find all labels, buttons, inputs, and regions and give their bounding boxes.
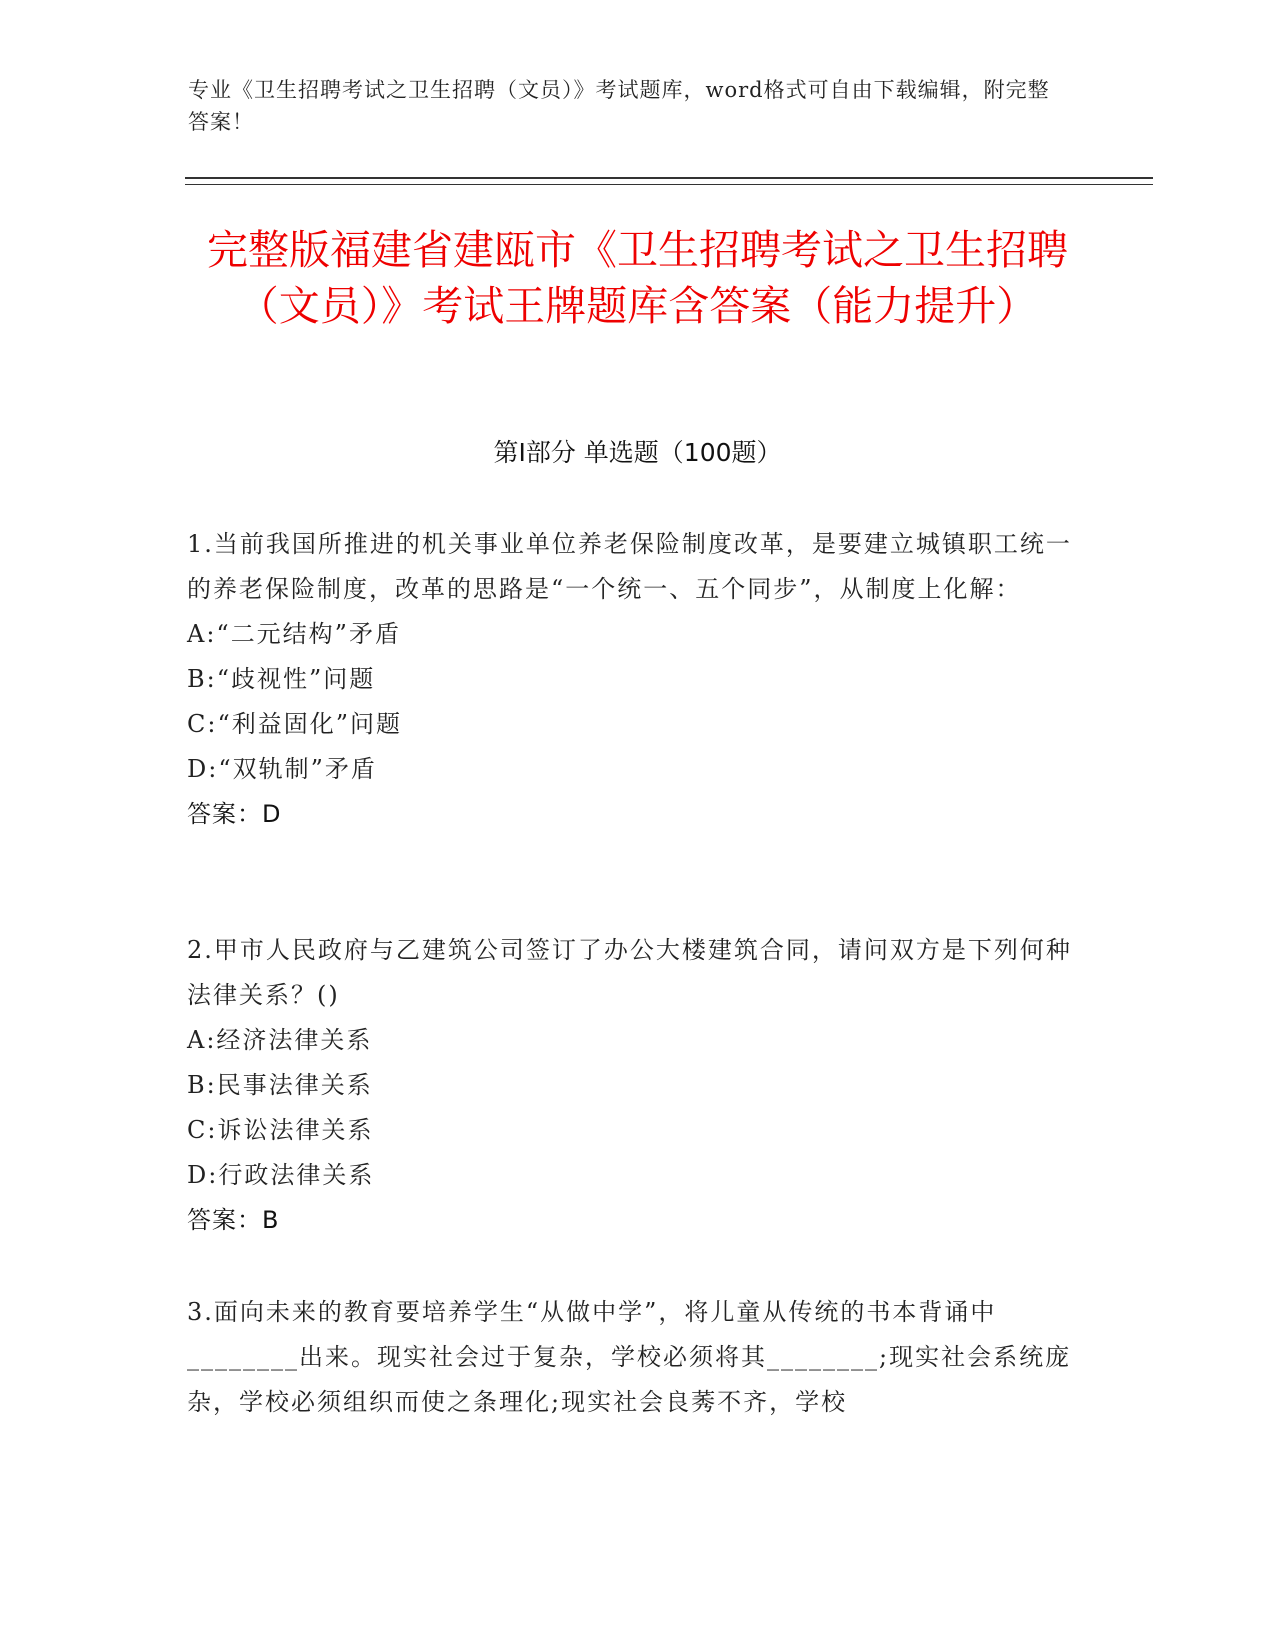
question-2 xyxy=(187,928,1087,1243)
option-c: C:“利益固化”问题 xyxy=(187,710,402,738)
option-d: D:“双轨制”矛盾 xyxy=(187,755,377,783)
option-d: D:行政法律关系 xyxy=(187,1161,375,1189)
option-a: A:经济法律关系 xyxy=(187,1026,373,1054)
option-a: A:“二元结构”矛盾 xyxy=(187,620,401,648)
answer: 答案：B xyxy=(187,1206,280,1234)
option-b: B:民事法律关系 xyxy=(187,1071,373,1099)
header-divider-thin xyxy=(185,184,1153,185)
question-1 xyxy=(187,522,1087,837)
option-b: B:“歧视性”问题 xyxy=(187,665,376,693)
question-stem: 1.当前我国所推进的机关事业单位养老保险制度改革，是要建立城镇职工统一的养老保险制度，改革的思路是“一个统一、五个同步”，从制度上化解： xyxy=(187,530,1072,603)
answer: 答案：D xyxy=(187,800,282,828)
question-stem: 2.甲市人民政府与乙建筑公司签订了办公大楼建筑合同，请问双方是下列何种法律关系？() xyxy=(187,936,1072,1009)
option-c: C:诉讼法律关系 xyxy=(187,1116,374,1144)
header-divider-thick xyxy=(185,177,1153,179)
header-note: 专业《卫生招聘考试之卫生招聘（文员）》考试题库，word格式可自由下载编辑，附完整答案！ xyxy=(188,78,1050,134)
section-title: 第I部分 单选题（100题） xyxy=(493,438,782,467)
document-title: 完整版福建省建瓯市《卫生招聘考试之卫生招聘（文员）》考试王牌题库含答案（能力提升） xyxy=(207,226,1068,330)
question-3 xyxy=(187,1290,1087,1425)
question-stem: 3.面向未来的教育要培养学生“从做中学”，将儿童从传统的书本背诵中________出来。现实社会过于复杂，学校必须将其________;现实社会系统庞杂，学校必须组织而使之条理化;现实社会良莠不齐，学校 xyxy=(187,1298,1072,1416)
